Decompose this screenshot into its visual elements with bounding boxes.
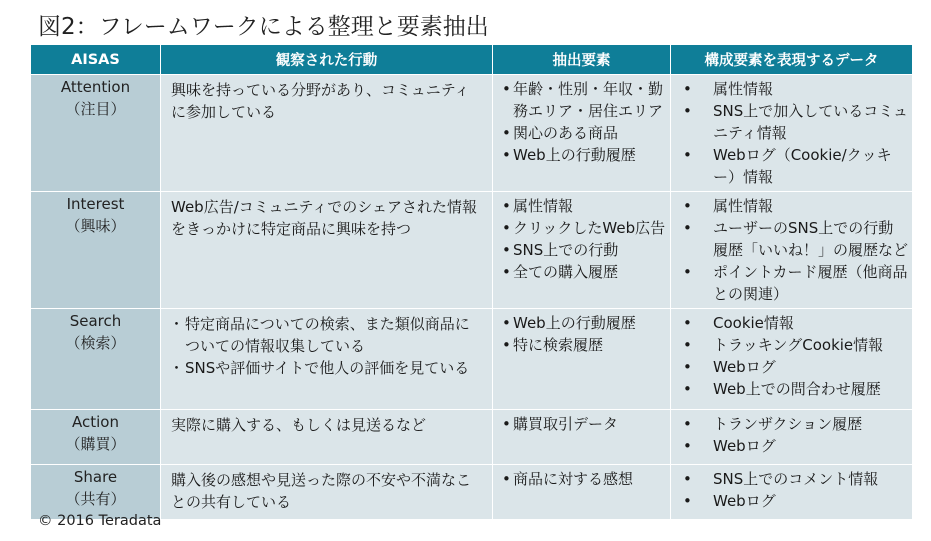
aisas-table	[30, 44, 913, 520]
data-item: • Webログ（Cookie/クッキー）情報	[681, 144, 908, 188]
header-observed-behavior: 観察された行動	[161, 45, 493, 75]
data-cell	[671, 465, 913, 520]
table-header-row	[31, 45, 913, 75]
table-row	[31, 75, 913, 192]
element-item: • 特に検索履歴	[501, 334, 666, 356]
stage-name-jp: （検索）	[65, 334, 126, 352]
data-item: • ユーザーのSNS上での行動履歴「いいね！」の履歴など	[681, 217, 908, 261]
header-aisas: AISAS	[31, 45, 161, 75]
stage-cell	[31, 192, 161, 309]
behavior-text: Web広告/コミュニティでのシェアされた情報をきっかけに特定商品に興味を持つ	[171, 198, 477, 238]
element-item: • クリックしたWeb広告	[501, 217, 666, 239]
table-row	[31, 192, 913, 309]
elements-cell	[493, 309, 671, 410]
elements-cell	[493, 410, 671, 465]
data-item: • Webログ	[681, 435, 908, 457]
stage-cell	[31, 75, 161, 192]
page-title: 図2：フレームワークによる整理と要素抽出	[38, 14, 489, 40]
table-body	[31, 75, 913, 520]
data-item: • トランザクション履歴	[681, 413, 908, 435]
behavior-cell	[161, 410, 493, 465]
stage-cell	[31, 465, 161, 520]
elements-cell	[493, 75, 671, 192]
data-item: • 属性情報	[681, 195, 908, 217]
stage-name-jp: （興味）	[65, 217, 126, 235]
data-item: • Webログ	[681, 356, 908, 378]
stage-name: Share	[73, 468, 118, 486]
data-cell	[671, 75, 913, 192]
stage-name-jp: （共有）	[65, 490, 126, 508]
data-item: • SNS上で加入しているコミュニティ情報	[681, 100, 908, 144]
element-item: • 全ての購入履歴	[501, 261, 666, 283]
data-item: • Webログ	[681, 490, 908, 512]
element-item: • SNS上での行動	[501, 239, 666, 261]
data-cell	[671, 410, 913, 465]
elements-cell	[493, 192, 671, 309]
stage-cell	[31, 410, 161, 465]
stage-name: Interest	[66, 195, 125, 213]
elements-cell	[493, 465, 671, 520]
behavior-text: 実際に購入する、もしくは見送るなど	[171, 416, 427, 434]
data-item: • ポイントカード履歴（他商品との関連）	[681, 261, 908, 305]
header-extracted-elements: 抽出要素	[493, 45, 671, 75]
data-item: • 属性情報	[681, 78, 908, 100]
element-item: • Web上の行動履歴	[501, 312, 666, 334]
behavior-item: ・ 特定商品についての検索、また類似商品についての情報収集している	[171, 313, 482, 357]
table-row	[31, 309, 913, 410]
element-item: • Web上の行動履歴	[501, 144, 666, 166]
behavior-cell	[161, 309, 493, 410]
stage-cell	[31, 309, 161, 410]
element-item: • 商品に対する感想	[501, 468, 666, 490]
element-item: • 関心のある商品	[501, 122, 666, 144]
behavior-cell	[161, 192, 493, 309]
stage-name: Attention	[60, 78, 131, 96]
element-item: • 購買取引データ	[501, 413, 666, 435]
behavior-cell	[161, 465, 493, 520]
behavior-text: 興味を持っている分野があり、コミュニティに参加している	[171, 81, 470, 121]
data-item: • Web上での問合わせ履歴	[681, 378, 908, 400]
element-item: • 年齢・性別・年収・勤務エリア・居住エリア	[501, 78, 666, 122]
stage-name: Search	[69, 312, 122, 330]
data-cell	[671, 309, 913, 410]
copyright: © 2016 Teradata	[38, 513, 162, 529]
stage-name-jp: （購買）	[65, 435, 126, 453]
table-row	[31, 465, 913, 520]
behavior-item: ・ SNSや評価サイトで他人の評価を見ている	[171, 357, 482, 379]
behavior-cell	[161, 75, 493, 192]
data-item: • SNS上でのコメント情報	[681, 468, 908, 490]
element-item: • 属性情報	[501, 195, 666, 217]
header-component-data: 構成要素を表現するデータ	[671, 45, 913, 75]
data-item: • Cookie情報	[681, 312, 908, 334]
behavior-text: 購入後の感想や見送った際の不安や不満なことの共有している	[171, 471, 472, 511]
data-cell	[671, 192, 913, 309]
table-row	[31, 410, 913, 465]
stage-name: Action	[72, 413, 119, 431]
data-item: • トラッキングCookie情報	[681, 334, 908, 356]
stage-name-jp: （注目）	[65, 100, 126, 118]
